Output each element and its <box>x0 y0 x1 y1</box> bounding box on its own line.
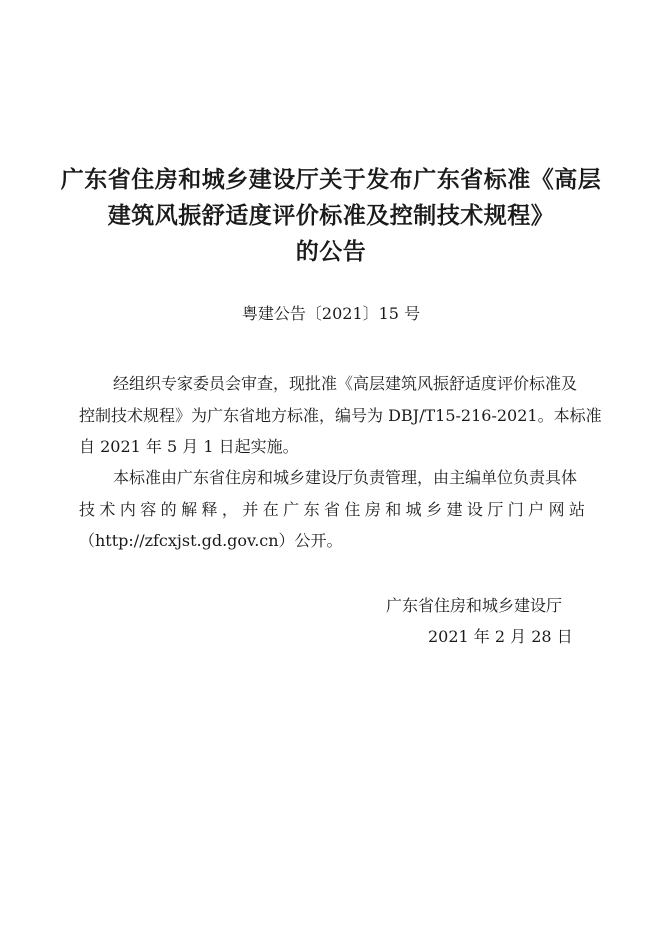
signature-date: 2021 年 2 月 28 日 <box>428 627 573 646</box>
title-line-1: 广东省住房和城乡建设厅关于发布广东省标准《高层 <box>60 167 602 193</box>
title-line-2: 建筑风振舒适度评价标准及控制技术规程》 <box>107 203 555 229</box>
paragraph-line: 本标准由广东省住房和城乡建设厅负责管理，由主编单位负责具体 <box>113 468 578 487</box>
paragraph-line: 技术内容的解释，并在广东省住房和城乡建设厅门户网站 <box>79 499 585 519</box>
announcement-title <box>60 162 602 270</box>
signature-organization: 广东省住房和城乡建设厅 <box>386 596 563 615</box>
paragraph-management <box>79 462 585 557</box>
paragraph-line: 控制技术规程》为广东省地方标准，编号为 DBJ/T15-216-2021。本标准 <box>79 405 602 425</box>
title-line-3: 的公告 <box>295 239 367 265</box>
paragraph-line: （http://zfcxjst.gd.gov.cn）公开。 <box>79 531 343 550</box>
paragraph-approval <box>79 368 602 463</box>
paragraph-line: 经组织专家委员会审查，现批准《高层建筑风振舒适度评价标准及 <box>113 374 578 393</box>
document-number: 粤建公告〔2021〕15 号 <box>241 304 421 323</box>
paragraph-line: 自 2021 年 5 月 1 日起实施。 <box>79 437 299 456</box>
